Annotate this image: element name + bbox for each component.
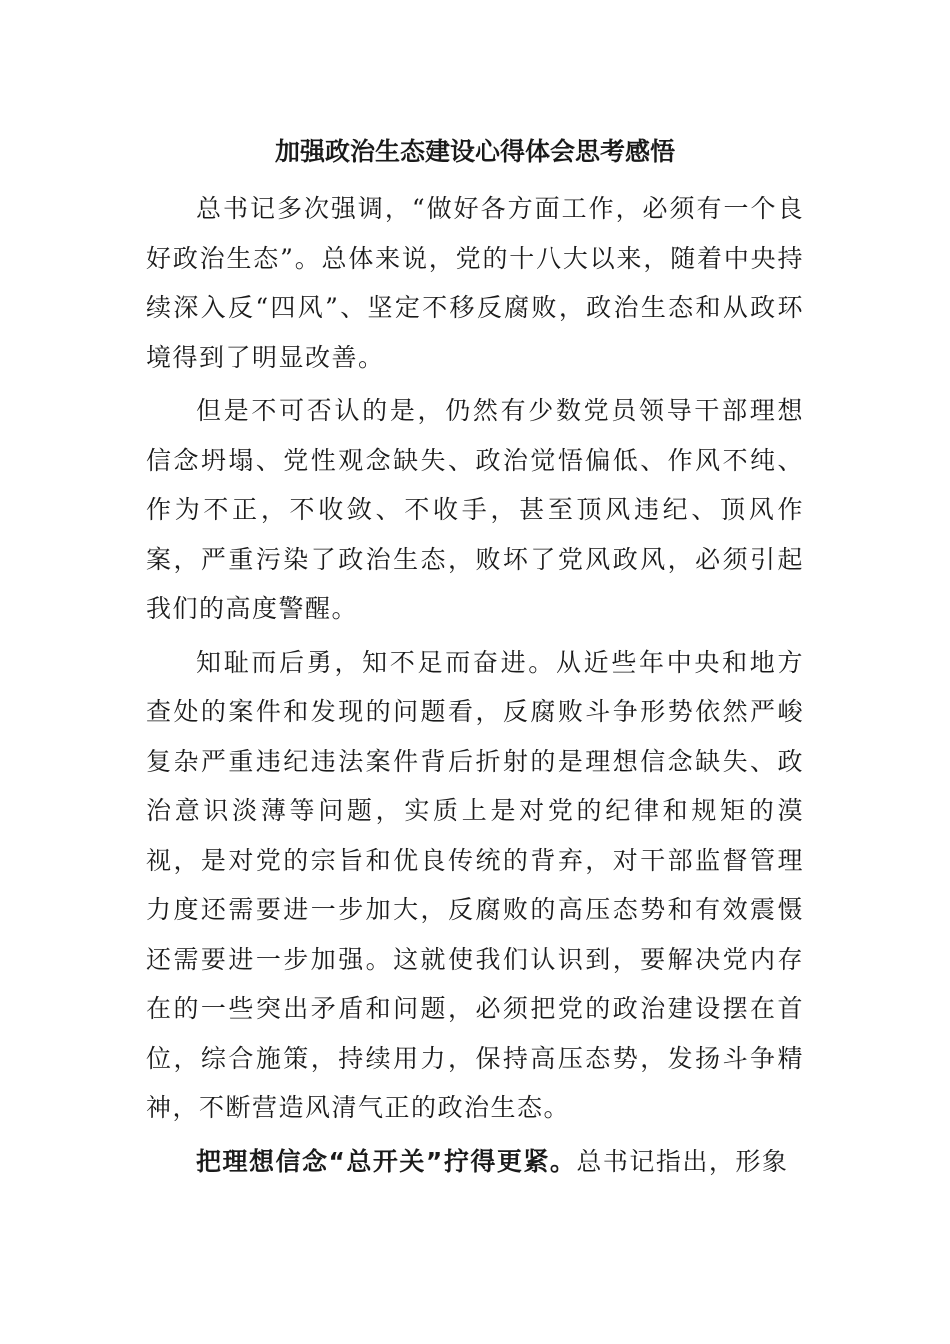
document-body bbox=[146, 184, 804, 1186]
paragraph-3-text: 知耻而后勇，知不足而奋进。从近些年中央和地方查处的案件和发现的问题看，反腐败斗争形势依然严峻复杂严重违纪违法案件背后折射的是理想信念缺失、政治意识淡薄等问题，实质上是对党的纪律和规矩的漠视，是对党的宗旨和优良传统的背弃，对干部监督管理力度还需要进一步加大，反腐败的高压态势和有效震慑还需要进一步加强。这就使我们认识到，要解决党内存在的一些突出矛盾和问题，必须把党的政治建设摆在首位，综合施策，持续用力，保持高压态势，发扬斗争精神，不断营造风清气正的政治生态。 bbox=[146, 647, 804, 1122]
paragraph-2 bbox=[146, 386, 804, 634]
paragraph-2-text: 但是不可否认的是，仍然有少数党员领导干部理想信念坍塌、党性观念缺失、政治觉悟偏低、作风不纯、作为不正，不收敛、不收手，甚至顶风违纪、顶风作案，严重污染了政治生态，败坏了党风政风，必须引起我们的高度警醒。 bbox=[146, 396, 804, 623]
paragraph-1-text: 总书记多次强调，“做好各方面工作，必须有一个良好政治生态”。总体来说，党的十八大以来，随着中央持续深入反“四风”、坚定不移反腐败，政治生态和从政环境得到了明显改善。 bbox=[146, 194, 804, 372]
paragraph-3 bbox=[146, 638, 804, 1133]
paragraph-4-text: 总书记指出，形象 bbox=[576, 1146, 789, 1176]
paragraph-1 bbox=[146, 184, 804, 382]
document-title: 加强政治生态建设心得体会思考感悟 bbox=[274, 137, 675, 166]
paragraph-4 bbox=[146, 1137, 804, 1187]
paragraph-4-lead: 把理想信念“总开关”拧得更紧。 bbox=[196, 1146, 577, 1176]
